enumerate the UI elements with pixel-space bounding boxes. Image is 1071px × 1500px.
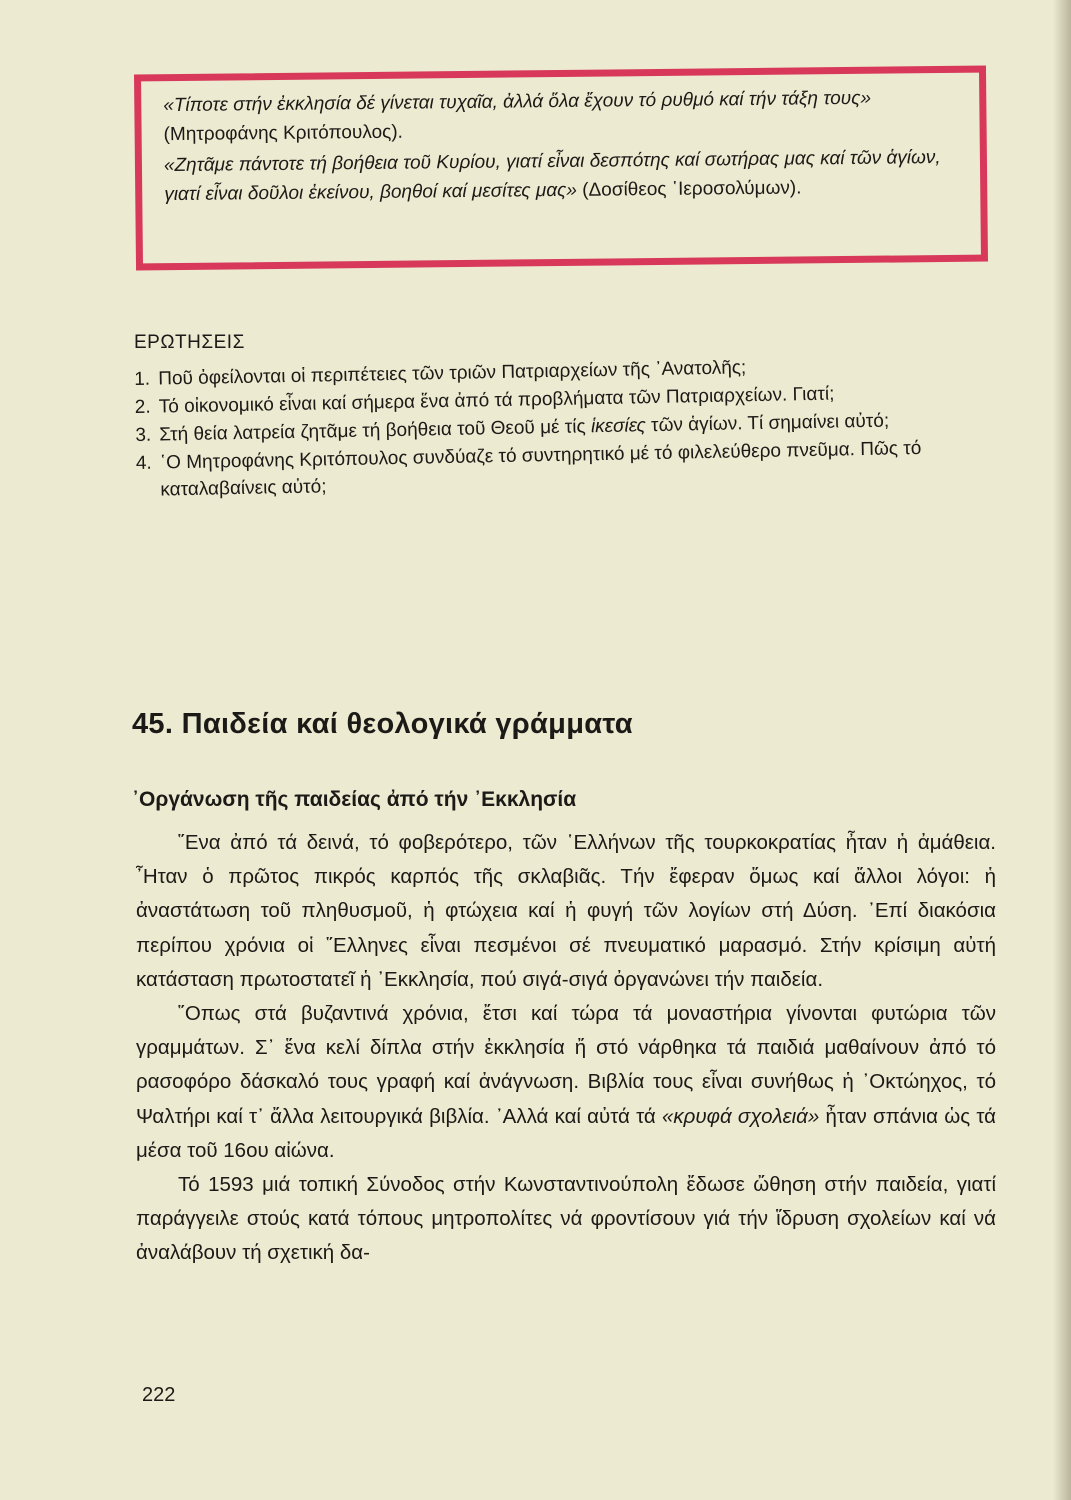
quote-2-source: (Δοσίθεος ῾Ιεροσολύμων). [576, 177, 802, 201]
question-emphasis: ἱκεσίες [590, 415, 647, 438]
questions-list [134, 349, 997, 504]
quote-box [134, 66, 988, 271]
page-edge-shadow [1053, 0, 1071, 1500]
questions-heading: ΕΡΩΤΗΣΕΙΣ [134, 332, 245, 353]
quote-2: «Ζητᾶμε πάντοτε τή βοήθεια τοῦ Κυρίου, γιατί εἶναι δεσπότης καί σωτήρας μας καί τῶν ἁγίων, γιατί εἶναι δοῦλοι ἐκείνου, βοηθοί καί μεσίτες μας» (Δοσίθεος ῾Ιεροσολύμων). [163, 147, 941, 206]
question-number: 4. [135, 452, 152, 474]
section-title: ᾿Οργάνωση τῆς παιδείας ἀπό τήν ᾿Εκκλησία [132, 788, 577, 811]
body-text [136, 826, 996, 1271]
question-number: 3. [135, 424, 152, 446]
question-text: Στή θεία λατρεία ζητᾶμε τή βοήθεια τοῦ Θεοῦ μέ τίς ἱκεσίες τῶν ἁγίων. Τί σημαίνει αὐτό; [159, 410, 890, 446]
emphasis-text: «κρυφά σχολειά» [661, 1104, 820, 1128]
quote-1: «Τίποτε στήν ἐκκλησία δέ γίνεται τυχαῖα, ἀλλά ὅλα ἔχουν τό ρυθμό καί τήν τάξη τους» (Μητροφάνης Κριτόπουλος). [163, 87, 872, 146]
question-text: ῾Ο Μητροφάνης Κριτόπουλος συνδύαζε τό συντηρητικό μέ τό φιλελεύθερο πνεῦμα. Πῶς τό καταλαβαίνεις αὐτό; [159, 437, 922, 501]
paragraph: Τό 1593 μιά τοπική Σύνοδος στήν Κωνσταντινούπολη ἔδωσε ὤθηση στήν παιδεία, γιατί παράγγειλε στούς κατά τόπους μητροπολίτες νά φροντίσουν γιά τήν ἵδρυση σχολείων καί νά ἀναλάβουν τή σχετική δα- [136, 1173, 996, 1265]
question-number: 2. [134, 396, 151, 418]
question-text: Τό οἰκονομικό εἶναι καί σήμερα ἕνα ἀπό τά προβλήματα τῶν Πατριαρχείων. Γιατί; [158, 383, 835, 418]
quote-1-source: (Μητροφάνης Κριτόπουλος). [163, 121, 403, 146]
chapter-title: 45. Παιδεία καί θεολογικά γράμματα [132, 708, 633, 740]
page-number: 222 [142, 1384, 176, 1406]
question-number: 1. [134, 368, 151, 390]
paragraph: ῞Ενα ἀπό τά δεινά, τό φοβερότερο, τῶν ῾Ελλήνων τῆς τουρκοκρατίας ἦταν ἡ ἀμάθεια. ῏Ηταν ὁ πρῶτος πικρός καρπός τῆς σκλαβιᾶς. Τήν ἔφεραν ὅμως καί ἄλλοι λόγοι: ἡ ἀναστάτωση τοῦ πληθυσμοῦ, ἡ φτώχεια καί ἡ φυγή τῶν λογίων στή Δύση. ᾿Επί διακόσια περίπου χρόνια οἱ ῞Ελληνες εἶναι πεσμένοι σέ πνευματικό μαρασμό. Στήν κρίσιμη αὐτή κατάσταση πρωτοστατεῖ ἡ ᾿Εκκλησία, πού σιγά-σιγά ὀργανώνει τήν παιδεία. [136, 831, 996, 991]
paragraph: ῞Οπως στά βυζαντινά χρόνια, ἔτσι καί τώρα τά μοναστήρια γίνονται φυτώρια τῶν γραμμάτων. Σ᾿ ἕνα κελί δίπλα στήν ἐκκλησία ἤ στό νάρθηκα τά παιδιά μαθαίνουν ἀπό τό ρασοφόρο δάσκαλό τους γραφή καί ἀνάγνωση. Βιβλία τους εἶναι συνήθως ἡ ᾿Οκτώηχος, τό Ψαλτήρι καί τ᾿ ἄλλα λειτουργικά βιβλία. ᾿Αλλά καί αὐτά τά «κρυφά σχολειά» ἦταν σπάνια ὡς τά μέσα τοῦ 16ου αἰώνα. [136, 1002, 996, 1162]
question-text: Ποῦ ὀφείλονται οἱ περιπέτειες τῶν τριῶν Πατριαρχείων τῆς ᾿Ανατολῆς; [158, 357, 747, 390]
